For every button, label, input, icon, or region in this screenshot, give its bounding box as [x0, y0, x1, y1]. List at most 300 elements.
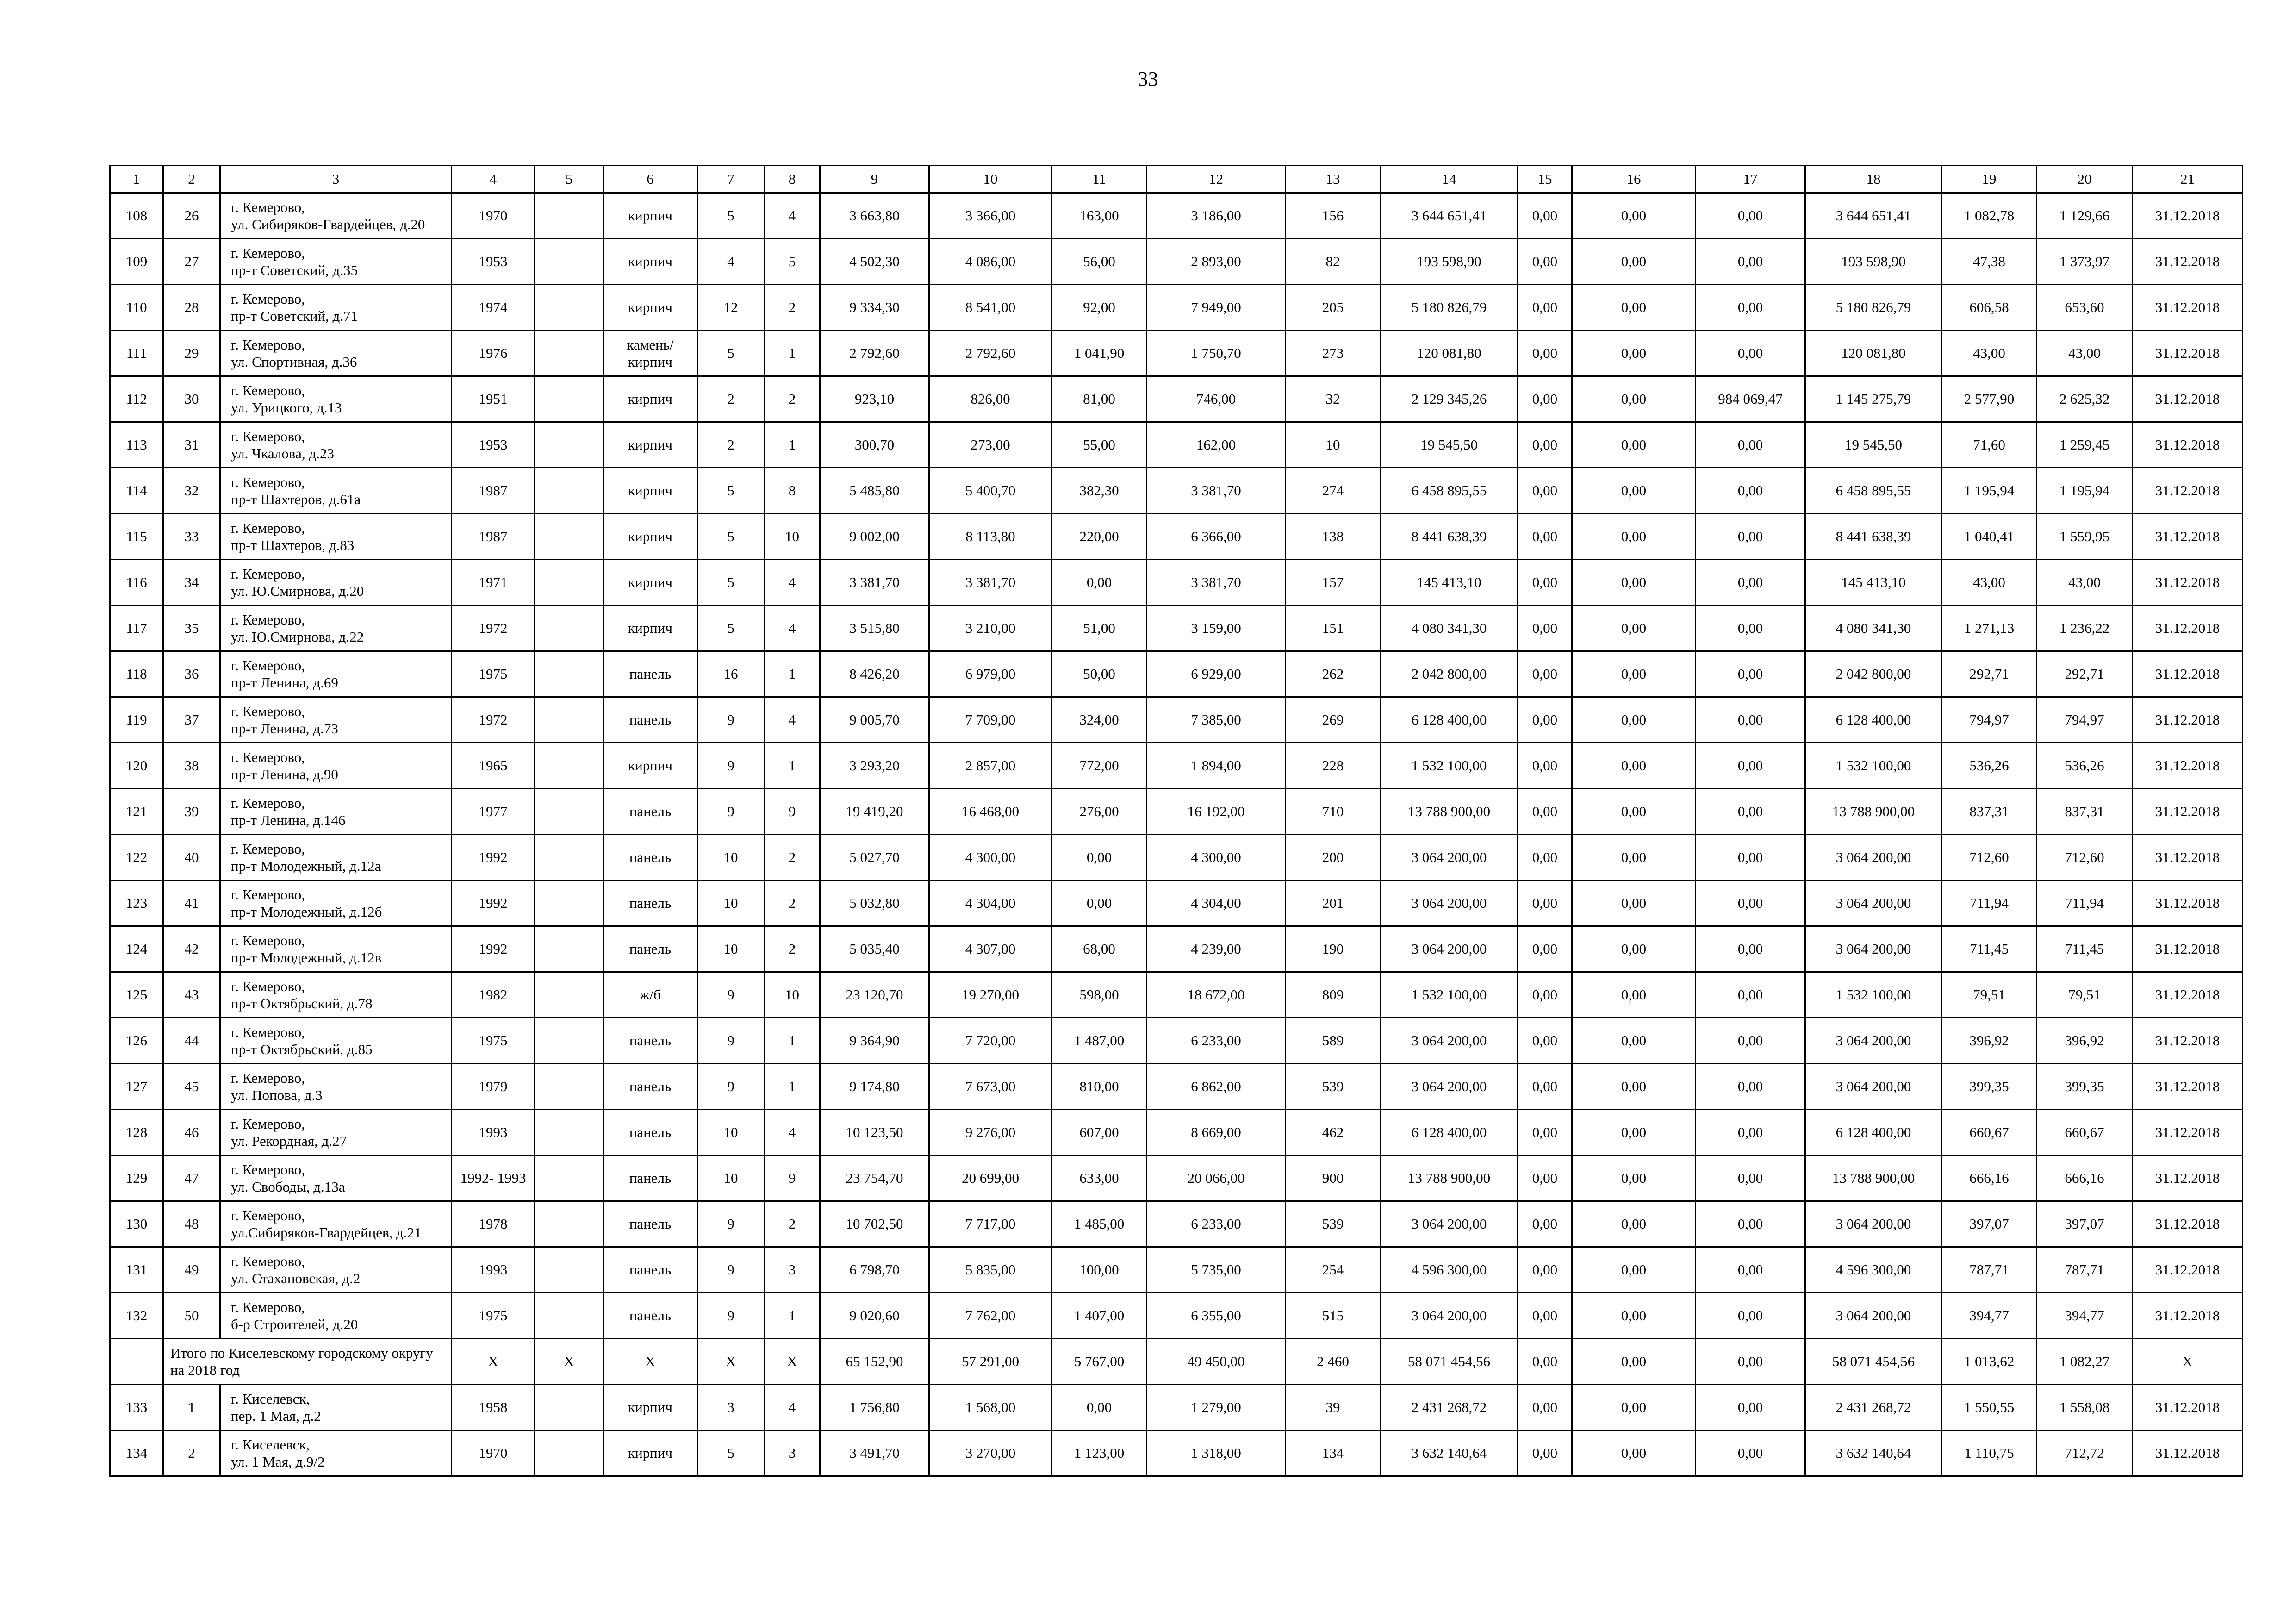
col21-cell: 31.12.2018 [2133, 697, 2243, 743]
col14-cell: 3 064 200,00 [1381, 1201, 1518, 1247]
col17-cell: 0,00 [1696, 468, 1805, 514]
col20-cell: 1 559,95 [2037, 514, 2133, 560]
col16-cell: 0,00 [1572, 743, 1696, 789]
col14-cell: 4 596 300,00 [1381, 1247, 1518, 1293]
col16-cell: 0,00 [1572, 606, 1696, 651]
col13-cell: 539 [1286, 1064, 1381, 1110]
column-number-21: 21 [2133, 166, 2243, 193]
address-city: г. Кемерово, [231, 565, 305, 582]
col18-cell: 19 545,50 [1805, 422, 1942, 468]
col14-cell: 3 064 200,00 [1381, 881, 1518, 926]
col10-cell: 1 568,00 [929, 1385, 1052, 1430]
row-subnumber: 1 [163, 1385, 220, 1430]
column-number-17: 17 [1696, 166, 1805, 193]
col14-cell: 3 644 651,41 [1381, 193, 1518, 239]
col20-cell: 712,72 [2037, 1430, 2133, 1476]
col9-cell: 8 426,20 [820, 651, 929, 697]
col15-cell: 0,00 [1518, 1156, 1572, 1201]
row-subnumber: 48 [163, 1201, 220, 1247]
col17-cell: 0,00 [1696, 972, 1805, 1018]
total-col21-cell: X [2133, 1339, 2243, 1385]
col8-cell: 4 [765, 1110, 820, 1156]
table-row [110, 468, 2243, 514]
col12-cell: 6 366,00 [1147, 514, 1286, 560]
table-row [110, 1110, 2243, 1156]
address-cell [220, 926, 452, 972]
col19-cell: 1 082,78 [1942, 193, 2037, 239]
col7-cell: 5 [697, 560, 765, 606]
col14-cell: 3 064 200,00 [1381, 1064, 1518, 1110]
col18-cell: 3 064 200,00 [1805, 1293, 1942, 1339]
address-cell [220, 789, 452, 835]
col14-cell: 6 128 400,00 [1381, 1110, 1518, 1156]
col21-cell: 31.12.2018 [2133, 239, 2243, 285]
col15-cell: 0,00 [1518, 926, 1572, 972]
col18-cell: 193 598,90 [1805, 239, 1942, 285]
material-cell: кирпич [604, 376, 697, 422]
col21-cell: 31.12.2018 [2133, 789, 2243, 835]
col10-cell: 5 835,00 [929, 1247, 1052, 1293]
col13-cell: 134 [1286, 1430, 1381, 1476]
col20-cell: 397,07 [2037, 1201, 2133, 1247]
address-city: г. Кемерово, [231, 657, 305, 674]
col5-cell [535, 193, 604, 239]
column-number-9: 9 [820, 166, 929, 193]
col18-cell: 6 458 895,55 [1805, 468, 1942, 514]
year-cell: 1953 [452, 239, 535, 285]
col21-cell: 31.12.2018 [2133, 468, 2243, 514]
table-row [110, 239, 2243, 285]
col10-cell: 4 086,00 [929, 239, 1052, 285]
total-blank-cell [110, 1339, 163, 1385]
col17-cell: 0,00 [1696, 1156, 1805, 1201]
col8-cell: 5 [765, 239, 820, 285]
material-cell: панель [604, 1110, 697, 1156]
row-subnumber: 47 [163, 1156, 220, 1201]
col15-cell: 0,00 [1518, 1385, 1572, 1430]
column-number-6: 6 [604, 166, 697, 193]
address-street: пр-т Октябрьский, д.85 [231, 1041, 373, 1057]
col20-cell: 536,26 [2037, 743, 2133, 789]
col13-cell: 900 [1286, 1156, 1381, 1201]
column-number-20: 20 [2037, 166, 2133, 193]
col21-cell: 31.12.2018 [2133, 606, 2243, 651]
row-number: 133 [110, 1385, 163, 1430]
col21-cell: 31.12.2018 [2133, 1156, 2243, 1201]
col5-cell [535, 1018, 604, 1064]
total-col10-cell: 57 291,00 [929, 1339, 1052, 1385]
col13-cell: 515 [1286, 1293, 1381, 1339]
col10-cell: 7 720,00 [929, 1018, 1052, 1064]
total-col5-cell: X [535, 1339, 604, 1385]
row-number: 122 [110, 835, 163, 881]
row-subnumber: 46 [163, 1110, 220, 1156]
row-subnumber: 34 [163, 560, 220, 606]
col8-cell: 3 [765, 1430, 820, 1476]
address-cell [220, 1064, 452, 1110]
address-street: ул. Спортивная, д.36 [231, 354, 357, 370]
col7-cell: 9 [697, 1201, 765, 1247]
total-col18-cell: 58 071 454,56 [1805, 1339, 1942, 1385]
col9-cell: 4 502,30 [820, 239, 929, 285]
table-row [110, 285, 2243, 331]
col12-cell: 3 381,70 [1147, 560, 1286, 606]
col12-cell: 18 672,00 [1147, 972, 1286, 1018]
material-cell: кирпич [604, 606, 697, 651]
material-cell: камень/ кирпич [604, 331, 697, 376]
year-cell: 1975 [452, 651, 535, 697]
col15-cell: 0,00 [1518, 743, 1572, 789]
col13-cell: 82 [1286, 239, 1381, 285]
address-cell [220, 422, 452, 468]
col15-cell: 0,00 [1518, 972, 1572, 1018]
table-row [110, 697, 2243, 743]
col14-cell: 1 532 100,00 [1381, 972, 1518, 1018]
row-subnumber: 38 [163, 743, 220, 789]
col8-cell: 2 [765, 1201, 820, 1247]
row-subnumber: 41 [163, 881, 220, 926]
col17-cell: 0,00 [1696, 881, 1805, 926]
col5-cell [535, 514, 604, 560]
col9-cell: 10 702,50 [820, 1201, 929, 1247]
col17-cell: 0,00 [1696, 1064, 1805, 1110]
year-cell: 1987 [452, 468, 535, 514]
row-subnumber: 45 [163, 1064, 220, 1110]
col10-cell: 3 270,00 [929, 1430, 1052, 1476]
row-number: 130 [110, 1201, 163, 1247]
col21-cell: 31.12.2018 [2133, 285, 2243, 331]
col12-cell: 4 304,00 [1147, 881, 1286, 926]
row-number: 117 [110, 606, 163, 651]
column-number-5: 5 [535, 166, 604, 193]
col9-cell: 10 123,50 [820, 1110, 929, 1156]
col7-cell: 9 [697, 1018, 765, 1064]
row-subnumber: 31 [163, 422, 220, 468]
col10-cell: 9 276,00 [929, 1110, 1052, 1156]
column-number-3: 3 [220, 166, 452, 193]
year-cell: 1992 [452, 881, 535, 926]
year-cell: 1992- 1993 [452, 1156, 535, 1201]
year-cell: 1993 [452, 1247, 535, 1293]
table-row [110, 376, 2243, 422]
col20-cell: 399,35 [2037, 1064, 2133, 1110]
col7-cell: 4 [697, 239, 765, 285]
column-number-7: 7 [697, 166, 765, 193]
col8-cell: 9 [765, 789, 820, 835]
col17-cell: 0,00 [1696, 560, 1805, 606]
col11-cell: 163,00 [1052, 193, 1147, 239]
col11-cell: 1 485,00 [1052, 1201, 1147, 1247]
address-cell [220, 560, 452, 606]
row-number: 126 [110, 1018, 163, 1064]
address-cell [220, 1293, 452, 1339]
material-cell: панель [604, 926, 697, 972]
col21-cell: 31.12.2018 [2133, 881, 2243, 926]
row-subnumber: 42 [163, 926, 220, 972]
col7-cell: 10 [697, 1156, 765, 1201]
address-city: г. Кемерово, [231, 794, 305, 811]
material-cell: панель [604, 1018, 697, 1064]
col18-cell: 2 042 800,00 [1805, 651, 1942, 697]
col11-cell: 382,30 [1052, 468, 1147, 514]
row-number: 134 [110, 1430, 163, 1476]
col20-cell: 292,71 [2037, 651, 2133, 697]
total-col16-cell: 0,00 [1572, 1339, 1696, 1385]
total-col13-cell: 2 460 [1286, 1339, 1381, 1385]
col18-cell: 1 145 275,79 [1805, 376, 1942, 422]
col15-cell: 0,00 [1518, 1293, 1572, 1339]
col18-cell: 1 532 100,00 [1805, 972, 1942, 1018]
col11-cell: 92,00 [1052, 285, 1147, 331]
col11-cell: 276,00 [1052, 789, 1147, 835]
col5-cell [535, 1293, 604, 1339]
col21-cell: 31.12.2018 [2133, 514, 2243, 560]
col12-cell: 6 862,00 [1147, 1064, 1286, 1110]
row-subnumber: 2 [163, 1430, 220, 1476]
col17-cell: 0,00 [1696, 1385, 1805, 1430]
col14-cell: 3 632 140,64 [1381, 1430, 1518, 1476]
material-cell: панель [604, 881, 697, 926]
col21-cell: 31.12.2018 [2133, 376, 2243, 422]
col11-cell: 810,00 [1052, 1064, 1147, 1110]
col17-cell: 0,00 [1696, 835, 1805, 881]
address-street: пр-т Ленина, д.146 [231, 812, 346, 828]
col8-cell: 4 [765, 697, 820, 743]
col7-cell: 2 [697, 376, 765, 422]
material-cell: кирпич [604, 560, 697, 606]
col15-cell: 0,00 [1518, 1064, 1572, 1110]
address-cell [220, 697, 452, 743]
col15-cell: 0,00 [1518, 1247, 1572, 1293]
year-cell: 1958 [452, 1385, 535, 1430]
col14-cell: 6 128 400,00 [1381, 697, 1518, 743]
address-street: пр-т Молодежный, д.12а [231, 858, 381, 874]
col16-cell: 0,00 [1572, 789, 1696, 835]
col18-cell: 1 532 100,00 [1805, 743, 1942, 789]
year-cell: 1972 [452, 697, 535, 743]
row-subnumber: 43 [163, 972, 220, 1018]
col21-cell: 31.12.2018 [2133, 651, 2243, 697]
table-row [110, 1018, 2243, 1064]
col5-cell [535, 697, 604, 743]
col16-cell: 0,00 [1572, 651, 1696, 697]
address-street: ул. 1 Мая, д.9/2 [231, 1454, 325, 1470]
col18-cell: 3 632 140,64 [1805, 1430, 1942, 1476]
col18-cell: 3 064 200,00 [1805, 1064, 1942, 1110]
col5-cell [535, 926, 604, 972]
col20-cell: 711,94 [2037, 881, 2133, 926]
col14-cell: 3 064 200,00 [1381, 835, 1518, 881]
col16-cell: 0,00 [1572, 1247, 1696, 1293]
col13-cell: 190 [1286, 926, 1381, 972]
col16-cell: 0,00 [1572, 239, 1696, 285]
col5-cell [535, 881, 604, 926]
column-number-8: 8 [765, 166, 820, 193]
col19-cell: 71,60 [1942, 422, 2037, 468]
col12-cell: 2 893,00 [1147, 239, 1286, 285]
col18-cell: 3 644 651,41 [1805, 193, 1942, 239]
row-number: 125 [110, 972, 163, 1018]
col17-cell: 0,00 [1696, 926, 1805, 972]
col10-cell: 6 979,00 [929, 651, 1052, 697]
col11-cell: 1 123,00 [1052, 1430, 1147, 1476]
col5-cell [535, 651, 604, 697]
table-row [110, 1156, 2243, 1201]
col18-cell: 120 081,80 [1805, 331, 1942, 376]
col12-cell: 20 066,00 [1147, 1156, 1286, 1201]
address-cell [220, 1430, 452, 1476]
row-subnumber: 50 [163, 1293, 220, 1339]
col20-cell: 396,92 [2037, 1018, 2133, 1064]
col16-cell: 0,00 [1572, 331, 1696, 376]
address-street: пр-т Советский, д.35 [231, 262, 358, 278]
year-cell: 1977 [452, 789, 535, 835]
col13-cell: 32 [1286, 376, 1381, 422]
col8-cell: 3 [765, 1247, 820, 1293]
col15-cell: 0,00 [1518, 835, 1572, 881]
col11-cell: 1 041,90 [1052, 331, 1147, 376]
year-cell: 1951 [452, 376, 535, 422]
year-cell: 1982 [452, 972, 535, 1018]
col19-cell: 666,16 [1942, 1156, 2037, 1201]
column-number-15: 15 [1518, 166, 1572, 193]
col10-cell: 7 673,00 [929, 1064, 1052, 1110]
col17-cell: 0,00 [1696, 422, 1805, 468]
col18-cell: 6 128 400,00 [1805, 697, 1942, 743]
col20-cell: 660,67 [2037, 1110, 2133, 1156]
col12-cell: 7 949,00 [1147, 285, 1286, 331]
address-cell [220, 193, 452, 239]
total-col9-cell: 65 152,90 [820, 1339, 929, 1385]
col19-cell: 711,45 [1942, 926, 2037, 972]
material-cell: панель [604, 1293, 697, 1339]
table-row [110, 331, 2243, 376]
col20-cell: 79,51 [2037, 972, 2133, 1018]
row-subnumber: 30 [163, 376, 220, 422]
col7-cell: 5 [697, 606, 765, 651]
material-cell: кирпич [604, 743, 697, 789]
col11-cell: 598,00 [1052, 972, 1147, 1018]
address-city: г. Кемерово, [231, 244, 305, 261]
col13-cell: 710 [1286, 789, 1381, 835]
col9-cell: 9 005,70 [820, 697, 929, 743]
col11-cell: 633,00 [1052, 1156, 1147, 1201]
col21-cell: 31.12.2018 [2133, 1064, 2243, 1110]
col10-cell: 8 541,00 [929, 285, 1052, 331]
address-street: пр-т Молодежный, д.12в [231, 949, 382, 966]
col7-cell: 5 [697, 1430, 765, 1476]
address-street: пр-т Советский, д.71 [231, 308, 358, 324]
col16-cell: 0,00 [1572, 1064, 1696, 1110]
col9-cell: 9 334,30 [820, 285, 929, 331]
col9-cell: 3 293,20 [820, 743, 929, 789]
col19-cell: 1 195,94 [1942, 468, 2037, 514]
col21-cell: 31.12.2018 [2133, 1110, 2243, 1156]
address-city: г. Кемерово, [231, 199, 305, 215]
col10-cell: 4 300,00 [929, 835, 1052, 881]
col12-cell: 1 318,00 [1147, 1430, 1286, 1476]
year-cell: 1976 [452, 331, 535, 376]
col11-cell: 100,00 [1052, 1247, 1147, 1293]
col18-cell: 145 413,10 [1805, 560, 1942, 606]
material-cell: кирпич [604, 468, 697, 514]
address-city: г. Кемерово, [231, 703, 305, 719]
col19-cell: 536,26 [1942, 743, 2037, 789]
address-cell [220, 285, 452, 331]
material-cell: кирпич [604, 1430, 697, 1476]
col20-cell: 787,71 [2037, 1247, 2133, 1293]
col7-cell: 5 [697, 514, 765, 560]
col10-cell: 3 366,00 [929, 193, 1052, 239]
year-cell: 1979 [452, 1064, 535, 1110]
col19-cell: 712,60 [1942, 835, 2037, 881]
col16-cell: 0,00 [1572, 193, 1696, 239]
col19-cell: 837,31 [1942, 789, 2037, 835]
col14-cell: 13 788 900,00 [1381, 1156, 1518, 1201]
column-number-19: 19 [1942, 166, 2037, 193]
col16-cell: 0,00 [1572, 697, 1696, 743]
address-cell [220, 972, 452, 1018]
col12-cell: 4 239,00 [1147, 926, 1286, 972]
address-street: ул. Урицкого, д.13 [231, 400, 342, 416]
col19-cell: 1 110,75 [1942, 1430, 2037, 1476]
col15-cell: 0,00 [1518, 468, 1572, 514]
col15-cell: 0,00 [1518, 1018, 1572, 1064]
col9-cell: 3 663,80 [820, 193, 929, 239]
address-city: г. Кемерово, [231, 1115, 305, 1132]
col11-cell: 68,00 [1052, 926, 1147, 972]
row-number: 121 [110, 789, 163, 835]
col15-cell: 0,00 [1518, 651, 1572, 697]
address-city: г. Кемерово, [231, 978, 305, 994]
col18-cell: 3 064 200,00 [1805, 926, 1942, 972]
table-row [110, 881, 2243, 926]
column-number-18: 18 [1805, 166, 1942, 193]
col21-cell: 31.12.2018 [2133, 422, 2243, 468]
col13-cell: 10 [1286, 422, 1381, 468]
col12-cell: 5 735,00 [1147, 1247, 1286, 1293]
col8-cell: 10 [765, 514, 820, 560]
col9-cell: 9 364,90 [820, 1018, 929, 1064]
col19-cell: 47,38 [1942, 239, 2037, 285]
address-city: г. Кемерово, [231, 749, 305, 765]
col15-cell: 0,00 [1518, 514, 1572, 560]
col21-cell: 31.12.2018 [2133, 1201, 2243, 1247]
col18-cell: 13 788 900,00 [1805, 789, 1942, 835]
year-cell: 1970 [452, 1430, 535, 1476]
col21-cell: 31.12.2018 [2133, 331, 2243, 376]
col17-cell: 0,00 [1696, 285, 1805, 331]
col9-cell: 5 035,40 [820, 926, 929, 972]
col15-cell: 0,00 [1518, 606, 1572, 651]
col18-cell: 3 064 200,00 [1805, 881, 1942, 926]
col11-cell: 772,00 [1052, 743, 1147, 789]
col8-cell: 1 [765, 422, 820, 468]
col14-cell: 2 129 345,26 [1381, 376, 1518, 422]
col19-cell: 396,92 [1942, 1018, 2037, 1064]
col16-cell: 0,00 [1572, 285, 1696, 331]
col5-cell [535, 743, 604, 789]
col15-cell: 0,00 [1518, 239, 1572, 285]
total-col8-cell: X [765, 1339, 820, 1385]
total-label: Итого по Киселевскому городскому округу на 2018 год [163, 1339, 452, 1385]
col11-cell: 55,00 [1052, 422, 1147, 468]
year-cell: 1975 [452, 1018, 535, 1064]
year-cell: 1970 [452, 193, 535, 239]
col12-cell: 746,00 [1147, 376, 1286, 422]
material-cell: панель [604, 835, 697, 881]
col5-cell [535, 376, 604, 422]
